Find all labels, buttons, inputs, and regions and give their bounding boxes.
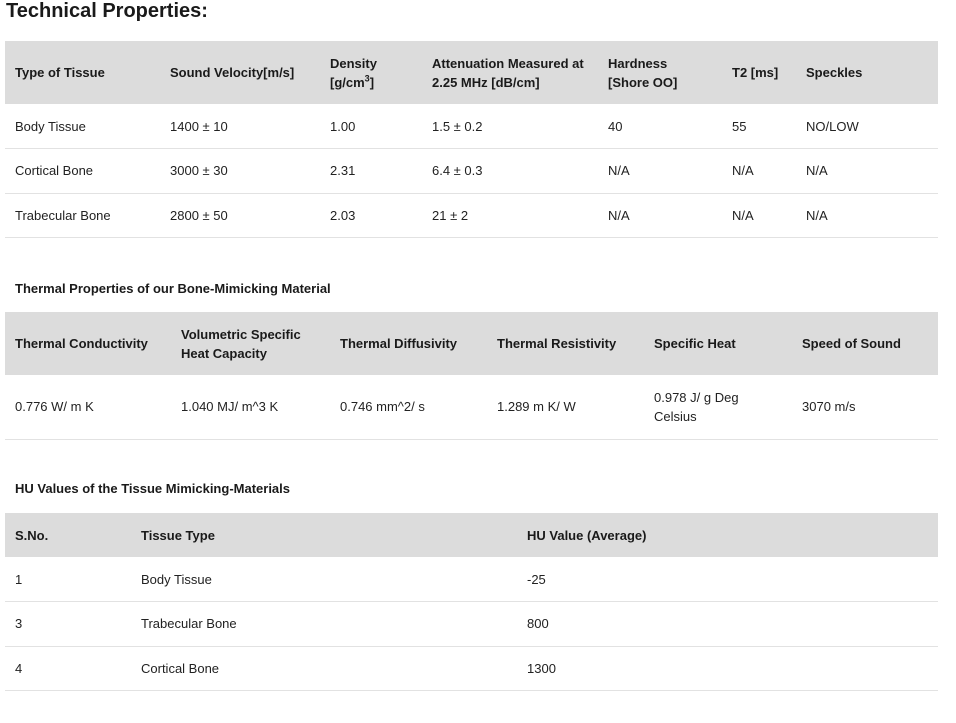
cell-hu: 1300 (517, 646, 938, 691)
cell-density: 2.03 (320, 193, 422, 238)
thermal-properties-table (5, 312, 938, 440)
cell-tissue: Body Tissue (5, 104, 160, 149)
header-t2: T2 [ms] (722, 41, 796, 104)
page-title: Technical Properties: (6, 0, 208, 22)
cell-attenuation: 6.4 ± 0.3 (422, 149, 598, 194)
cell-speed-of-sound: 3070 m/s (792, 375, 938, 439)
cell-density: 2.31 (320, 149, 422, 194)
cell-speckles: N/A (796, 193, 938, 238)
cell-thermal-conductivity: 0.776 W/ m K (5, 375, 171, 439)
header-hu-value: HU Value (Average) (517, 513, 938, 557)
table-row (5, 557, 938, 602)
header-density (320, 41, 422, 104)
cell-volumetric-heat-capacity: 1.040 MJ/ m^3 K (171, 375, 330, 439)
table-row (5, 193, 938, 238)
header-attenuation: Attenuation Measured at 2.25 MHz [dB/cm] (422, 41, 598, 104)
table-header-row (5, 312, 938, 375)
cell-thermal-diffusivity: 0.746 mm^2/ s (330, 375, 487, 439)
cell-velocity: 1400 ± 10 (160, 104, 320, 149)
header-speed-of-sound: Speed of Sound (792, 312, 938, 375)
cell-hu: 800 (517, 602, 938, 647)
header-volumetric-heat-capacity: Volumetric Specific Heat Capacity (171, 312, 330, 375)
header-tissue-type: Tissue Type (131, 513, 517, 557)
header-specific-heat: Specific Heat (644, 312, 792, 375)
header-hardness: Hardness [Shore OO] (598, 41, 722, 104)
cell-hu: -25 (517, 557, 938, 602)
header-sno: S.No. (5, 513, 131, 557)
cell-hardness: N/A (598, 149, 722, 194)
header-speckles: Speckles (796, 41, 938, 104)
hu-section-title: HU Values of the Tissue Mimicking-Materials (15, 481, 291, 496)
header-density-suffix: ] (369, 74, 375, 90)
header-sound-velocity: Sound Velocity[m/s] (160, 41, 320, 104)
table-row (5, 149, 938, 194)
cell-sno: 3 (5, 602, 131, 647)
thermal-section-title: Thermal Properties of our Bone-Mimicking Material (15, 281, 331, 296)
cell-hardness: N/A (598, 193, 722, 238)
technical-properties-table (5, 41, 938, 238)
cell-tissue: Cortical Bone (5, 149, 160, 194)
cell-sno: 1 (5, 557, 131, 602)
cell-speckles: NO/LOW (796, 104, 938, 149)
cell-velocity: 2800 ± 50 (160, 193, 320, 238)
cell-sno: 4 (5, 646, 131, 691)
header-tissue-type: Type of Tissue (5, 41, 160, 104)
table-header-row (5, 513, 938, 557)
cell-hardness: 40 (598, 104, 722, 149)
header-thermal-resistivity: Thermal Resistivity (487, 312, 644, 375)
cell-t2: N/A (722, 149, 796, 194)
cell-tissue: Body Tissue (131, 557, 517, 602)
table-row (5, 104, 938, 149)
cell-tissue: Cortical Bone (131, 646, 517, 691)
cell-speckles: N/A (796, 149, 938, 194)
cell-t2: 55 (722, 104, 796, 149)
cell-density: 1.00 (320, 104, 422, 149)
cell-tissue: Trabecular Bone (5, 193, 160, 238)
cell-t2: N/A (722, 193, 796, 238)
cell-thermal-resistivity: 1.289 m K/ W (487, 375, 644, 439)
header-thermal-conductivity: Thermal Conductivity (5, 312, 171, 375)
table-row (5, 375, 938, 439)
header-thermal-diffusivity: Thermal Diffusivity (330, 312, 487, 375)
cell-attenuation: 1.5 ± 0.2 (422, 104, 598, 149)
cell-velocity: 3000 ± 30 (160, 149, 320, 194)
table-header-row (5, 41, 938, 104)
table-row (5, 646, 938, 691)
cell-tissue: Trabecular Bone (131, 602, 517, 647)
cell-specific-heat: 0.978 J/ g Deg Celsius (644, 375, 792, 439)
table-row (5, 602, 938, 647)
header-density-prefix: Density [g/cm (330, 55, 377, 90)
hu-values-table (5, 513, 938, 691)
header-density-sup: 3 (364, 73, 370, 84)
cell-attenuation: 21 ± 2 (422, 193, 598, 238)
